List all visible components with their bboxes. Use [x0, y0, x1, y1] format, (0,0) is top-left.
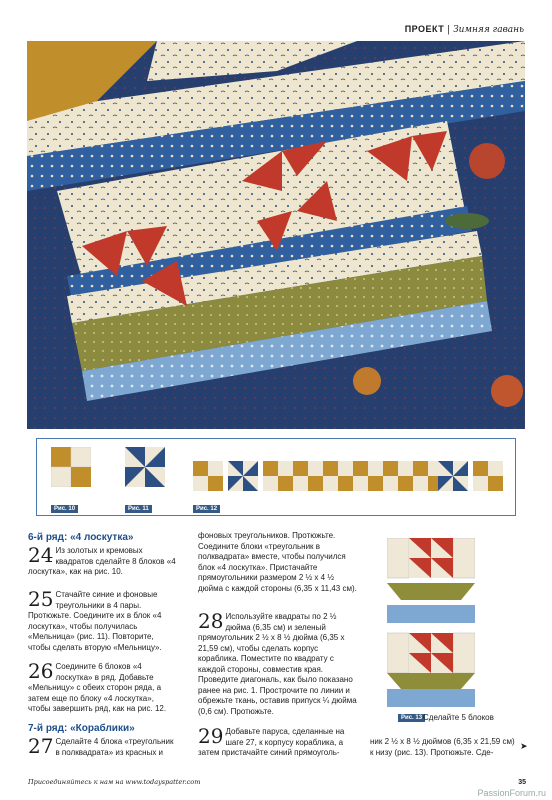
- step-27-text: Сделайте 4 блока «треугольник в полквадрата» из красных и: [55, 737, 174, 757]
- step-27: [28, 734, 178, 758]
- step-28-number: 28: [198, 609, 224, 633]
- col3-continuation: [370, 737, 520, 758]
- fig13-label: Рис. 13: [398, 714, 425, 722]
- arrow-icon: ➤: [520, 742, 528, 752]
- fig11-label: Рис. 11: [125, 505, 152, 513]
- row6-heading: 6-й ряд: «4 лоскутка»: [28, 532, 134, 543]
- step-26-text: Соедините 6 блоков «4 лоскутка» в ряд. Добавьте «Мельницу» с обеих сторон ряда, а затем еще по блоку «4 лоскутка», чтобы завершить ряд, как на рис. 12.: [28, 662, 167, 713]
- page-header: [405, 24, 524, 35]
- header-title: Зимняя гавань: [453, 25, 524, 35]
- step-27-number: 27: [28, 734, 54, 758]
- col3-text: ник 2 ½ х 8 ½ дюймов (6,35 х 21,59 см) к низу (рис. 13). Протюжьте. Сде-: [370, 737, 515, 757]
- step-25-number: 25: [28, 587, 54, 611]
- fig12-label: Рис. 12: [193, 505, 220, 513]
- step-29-text: Добавьте паруса, сделанные на шаге 27, к корпусу кораблика, а затем пристачайте синий прямоуголь-: [198, 727, 345, 757]
- step-24-text: Из золотых и кремовых квадратов сделайте 8 блоков «4 лоскутка», как на рис. 10.: [28, 546, 176, 576]
- col2-text: фоновых треугольников. Протюжьте. Соедините блоки «треугольник в полквадрата» вместе, чтобы получился блок «4 лоскутка». Пристачайте прямоугольники размером 2 ½ х 4 ½ дюйма с каждой стороны (6,35 х 11,43 см).: [198, 531, 357, 593]
- footer-text: Присоединяйтесь к нам на www.todayspatter.com: [28, 778, 201, 786]
- step-26-number: 26: [28, 659, 54, 683]
- page-number: 35: [518, 779, 526, 786]
- quilt-photo: [27, 41, 525, 429]
- header-separator: |: [447, 25, 451, 35]
- fig11-windmill: [125, 447, 165, 487]
- fig13-caption: Сделайте 5 блоков: [423, 713, 494, 722]
- row7-heading: 7-й ряд: «Кораблики»: [28, 723, 135, 734]
- step-29-number: 29: [198, 724, 224, 748]
- fig10-label: Рис. 10: [51, 505, 78, 513]
- header-section: ПРОЕКТ: [404, 24, 445, 34]
- fig13-boat-blocks: [387, 538, 475, 708]
- step-28-text: Используйте квадраты по 2 ½ дюйма (6,35 см) и зеленый прямоугольник 2 ½ х 8 ½ дюйма (6,35 х 21,59 см), чтобы сделать корпус кораблика. Поместите по квадрату с каждой стороны, совместив края. Проведите диагональ, как было показано ранее на рис. 1. Прострочите по линии и обрежьте ткань, оставив припуск ¼ дюйма (0,6 см). Протюжьте.: [198, 612, 357, 716]
- step-28: [198, 609, 358, 717]
- watermark: PassionForum.ru: [477, 788, 546, 798]
- step-29: [198, 724, 358, 759]
- step-25-text: Стачайте синие и фоновые треугольники в 4 пары. Протюжьте. Соедините их в блок «4 лоскутка», чтобы получилась «Мельница» (рис. 11). Повторите, чтобы сделать вторую «Мельницу».: [28, 590, 162, 652]
- fig10-four-patch: [51, 447, 91, 487]
- step-24-number: 24: [28, 543, 54, 567]
- step-24: [28, 543, 178, 578]
- fig12-row: [193, 461, 503, 491]
- col2-continuation: [198, 531, 358, 594]
- diagram-strip: [36, 438, 516, 516]
- step-25: [28, 587, 178, 653]
- step-26: [28, 659, 178, 715]
